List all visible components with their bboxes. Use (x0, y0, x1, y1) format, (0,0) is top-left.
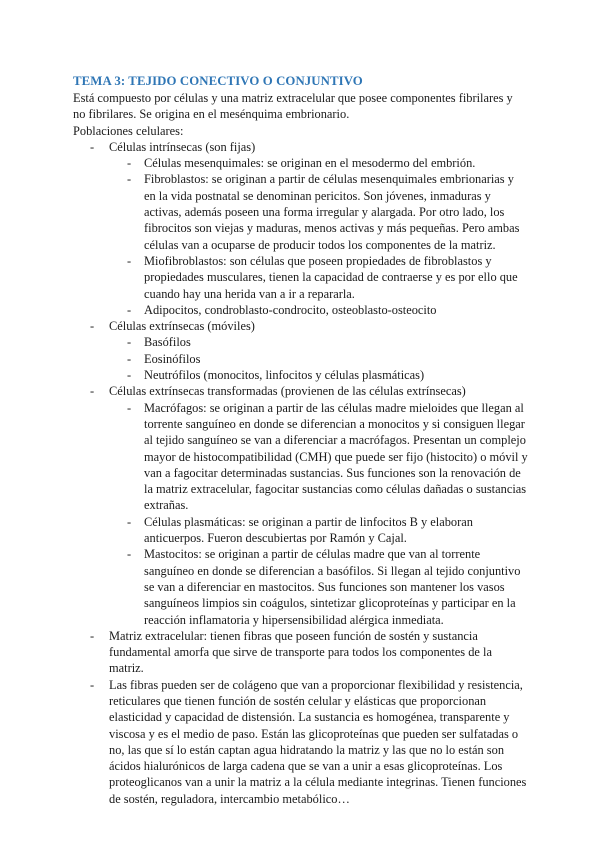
list-item (73, 367, 528, 383)
bullet-dash: - (127, 335, 132, 350)
item-text: Células mesenquimales: se originan en el mesodermo del embrión. (144, 156, 476, 171)
list-item (73, 318, 528, 383)
list-item (73, 155, 528, 171)
list-item (73, 171, 528, 252)
section-label: Células intrínsecas (son fijas) (109, 139, 256, 154)
fibras-text: Las fibras pueden ser de colágeno que van a proporcionar flexibilidad y resistencia, reticulares que tienen función de sostén celular y elásticas que proporcionan elasticidad y capacidad de distensión. La sustancia es homogénea, transparente y viscosa y es el medio de paso. Están las glicoproteínas que pueden ser sulfatadas o no, las que sí lo están captan agua hidratando la matriz y las que no lo están son ácidos hialurónicos de larga cadena que se van a unir a esas glicoproteínas. Los proteoglicanos van a unir la matriz a la célula mediante integrinas. Tienen funciones de sostén, reguladora, intercambio metabólico… (109, 677, 527, 806)
matriz-text: Matriz extracelular: tienen fibras que poseen función de sostén y sustancia fundamental amorfa que sirve de transporte para todos los componentes de la matriz. (109, 628, 492, 676)
bullet-dash: - (127, 156, 132, 171)
list-item (73, 628, 528, 677)
list-item (73, 383, 528, 627)
list-item (73, 677, 528, 807)
bullet-dash: - (127, 302, 132, 317)
bullet-dash: - (127, 400, 132, 415)
section-label: Células extrínsecas transformadas (provienen de las células extrínsecas) (109, 384, 466, 399)
sub-list (73, 334, 528, 383)
bullet-dash: - (127, 514, 132, 529)
item-text: Eosinófilos (144, 351, 201, 366)
page-title: TEMA 3: TEJIDO CONECTIVO O CONJUNTIVO (73, 74, 363, 88)
bullet-dash: - (90, 628, 95, 643)
item-text: Mastocitos: se originan a partir de células madre que van al torrente sanguíneo en donde se diferencian a basófilos. Si llegan al tejido conjuntivo se van a diferenciar en mastocitos. Sus funciones son mantener los vasos sanguíneos limpios sin coágulos, sintetizar glicoproteínas y participar en la reacción inflamatoria y hipersensibilidad alérgica inmediata. (144, 547, 521, 627)
intro-paragraph: Está compuesto por células y una matriz extracelular que posee componentes fibrilares y no fibrilares. Se origina en el mesénquima embrionario. (73, 91, 513, 122)
bullet-dash: - (90, 139, 95, 154)
main-list (73, 139, 528, 807)
document-body (73, 73, 528, 807)
item-text: Células plasmáticas: se originan a partir de linfocitos B y elaboran anticuerpos. Fueron descubiertas por Ramón y Cajal. (144, 514, 473, 546)
list-item (73, 514, 528, 547)
item-text: Neutrófilos (monocitos, linfocitos y células plasmáticas) (144, 368, 425, 383)
sub-list (73, 155, 528, 318)
list-item (73, 302, 528, 318)
poblaciones-label: Poblaciones celulares: (73, 123, 184, 138)
bullet-dash: - (127, 547, 132, 562)
item-text: Fibroblastos: se originan a partir de células mesenquimales embrionarias y en la vida postnatal se denominan pericitos. Son jóvenes, inmaduras y activas, además poseen una forma irregular y alargada. Por otro lado, los fibrocitos son viejas y maduras, menos activas y más pequeñas. Pero ambas células van a ocuparse de producir todos los componentes de la matriz. (144, 172, 520, 252)
section-label: Células extrínsecas (móviles) (109, 319, 255, 334)
list-item (73, 253, 528, 302)
bullet-dash: - (127, 351, 132, 366)
bullet-dash: - (90, 319, 95, 334)
sub-list (73, 400, 528, 628)
item-text: Basófilos (144, 335, 191, 350)
item-text: Adipocitos, condroblasto-condrocito, osteoblasto-osteocito (144, 302, 437, 317)
list-item (73, 546, 528, 627)
bullet-dash: - (90, 384, 95, 399)
bullet-dash: - (90, 677, 95, 692)
item-text: Miofibroblastos: son células que poseen propiedades de fibroblastos y propiedades musculares, tienen la capacidad de contraerse y es por ello que cuando hay una herida van a ir a repararla. (144, 253, 518, 301)
list-item (73, 334, 528, 350)
bullet-dash: - (127, 368, 132, 383)
bullet-dash: - (127, 172, 132, 187)
list-item (73, 351, 528, 367)
list-item (73, 400, 528, 514)
list-item (73, 139, 528, 318)
bullet-dash: - (127, 253, 132, 268)
item-text: Macrófagos: se originan a partir de las células madre mieloides que llegan al torrente sanguíneo en donde se diferencian a monocitos y si consiguen llegar al tejido sanguíneo se van a diferenciar a macrófagos. Presentan un complejo mayor de histocompatibilidad (CMH) que puede ser fijo (histocito) o móvil y van a fagocitar determinadas sustancias. Sus funciones son la renovación de la matriz extracelular, fagocitar sustancias como células dañadas o sustancias extrañas. (144, 400, 528, 513)
